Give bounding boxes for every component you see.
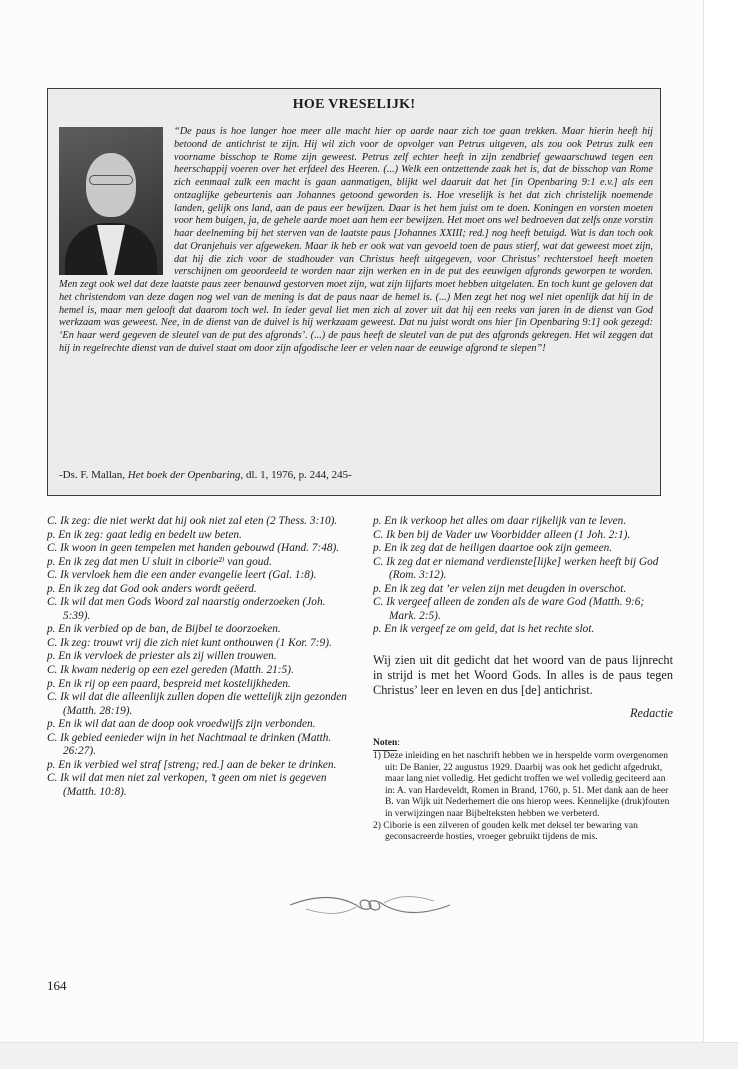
poem-line: p. En ik verbied op de ban, de Bijbel te doorzoeken. (47, 623, 281, 636)
poem-line: p. En ik zeg: gaat ledig en bedelt uw beten. (47, 528, 242, 541)
poem-line: C. Ik vergeef alleen de zonden als de ware God (Matth. 9:6; Mark. 2:5). (373, 596, 645, 622)
page-number: 164 (47, 978, 67, 993)
footnote: 1) Deze inleiding en het naschrift hebben we in herspelde vorm overgenomen uit: De Banier, 22 augustus 1929. Daarbij was ook het gedicht afgedrukt, maar lang niet volledig. Het gedicht troffen we wel volledig geciteerd aan in: A. van Hardeveldt, Romen in Brand, 1760, p. 51. Met dank aan de heer B. van Wijk uit Nederhemert die ons hierop wees. Kennelijke (druk)fouten in verwijzingen naar Bijbelteksten hebben we verbeterd. (373, 751, 670, 820)
conclusion-paragraph: Wij zien uit dit gedicht dat het woord van de paus lijnrecht in strijd is met het Woord Gods. In alles is de paus tegen Christus’ leer en leven en dus [de] antichrist. (373, 652, 673, 697)
poem-line: C. Ik wil dat die alleenlijk zullen dopen die wettelijk zijn gezonden (Matth. 28:19). (47, 691, 347, 717)
poem-line: C. Ik ben bij de Vader uw Voorbidder alleen (1 Joh. 2:1). (373, 528, 631, 541)
poem-line: p. En ik vergeef ze om geld, dat is het rechte slot. (373, 623, 595, 636)
poem-line: p. En ik verkoop het alles om daar rijkelijk van te leven. (373, 515, 627, 527)
scan-edge-right (703, 0, 738, 1068)
poem-line: p. En ik wil dat aan de doop ook vroedwijfs zijn verbonden. (47, 718, 316, 731)
poem-line: p. En ik zeg dat God ook anders wordt geëerd. (47, 582, 257, 595)
notes-label: Noten (373, 738, 397, 751)
poem-line: p. En ik zeg dat ’er velen zijn met deugden in overschot. (373, 582, 627, 595)
poem-left-column (47, 515, 349, 799)
quote-source: -Ds. F. Mallan, Het boek der Openbaring, dl. 1, 1976, p. 244, 245- (59, 469, 352, 481)
poem-line: p. En ik zeg dat men U sluit in ciborie²⁾ van goud. (47, 555, 272, 568)
poem-line: C. Ik zeg: trouwt vrij die zich niet kunt onthouwen (1 Kor. 7:9). (47, 636, 332, 649)
poem-line: C. Ik wil dat men Gods Woord zal naarstig onderzoeken (Joh. 5:39). (47, 596, 326, 622)
poem-line: p. En ik zeg dat de heiligen daartoe ook zijn gemeen. (373, 542, 613, 555)
poem-right-column (373, 515, 673, 844)
flourish-ornament (286, 887, 454, 923)
poem-line: p. En ik rij op een paard, bespreid met kostelijkheden. (47, 677, 291, 690)
poem-line: C. Ik woon in geen tempelen met handen gebouwd (Hand. 7:48). (47, 542, 340, 555)
poem-line: C. Ik zeg: die niet werkt dat hij ook niet zal eten (2 Thess. 3:10). (47, 515, 338, 527)
poem-line: C. Ik kwam nederig op een ezel gereden (Matth. 21:5). (47, 664, 294, 677)
quote-box (47, 88, 661, 496)
poem-line: C. Ik vervloek hem die een ander evangelie leert (Gal. 1:8). (47, 569, 317, 582)
poem-line: C. Ik zeg dat er niemand verdienste[lijke] werken heeft bij God (Rom. 3:12). (373, 555, 659, 582)
poem-line: p. En ik verbied wel straf [streng; red.] aan de beker te drinken. (47, 758, 337, 771)
scan-edge-bottom (0, 1042, 738, 1069)
poem-line: p. En ik vervloek de priester als zij willen trouwen. (47, 650, 277, 663)
quote-text: “De paus is hoe langer hoe meer alle macht hier op aarde naar zich toe gaan trekken. Maar hierin heeft hij betoond de antichrist te zijn. Hij wil zich voor de opvolger van Petrus uitgeven, als zou ook Petrus zulk een voorname bisschop te Rome zijn geweest. Petrus zelf echter heeft in zijn zendbrief gewaarschuwd tegen een heerschappij voeren over het erfdeel des Heeren. (...) Welk een ontzettende zaak het is, dat de bisschop van Rome zich eenmaal zulk een macht is gaan aanmatigen, blijkt wel daaruit dat het [in Openbaring 9:1 e.v.] als een ontzaglijke gebeurtenis aan Johannes getoond geworden is. Hoe vreselijk is het dat zich christelijk noemende landen, gelijk ons land, aan de paus eer bewijzen. Daar is het hem juist om te doen. Koningen en vorsten moeten voor hem buigen, ja, de gehele aarde moet aan hem eer bewijzen. Het moet ons wel bedroeven dat zelfs onze vorstin haar deelneming bij het sterven van de laatste paus [Johannes XXIII; red.] nog heeft betuigd. Wat is dan toch ook dat Oranjehuis ver afgeweken. Maar ik heb er ook wat van gevoeld toen de paus stierf, wat dat geweest moet zijn, dat hij die zich voor de stadhouder van Christus heeft uitgegeven, voor Christus’ rechterstoel heeft moeten verschijnen om geoordeeld te worden naar zijn werken en in de put des eeuwigen afgronds geworpen te worden. Men zegt ook wel dat deze laatste paus zeer benauwd gestorven moet zijn, wat zijn lijfarts moet hebben uitgelaten. En toch kunt ge geloven dat het christendom van deze dagen nog wel van de mening is dat de paus naar de hemel is. (...) Men zegt het nog wel niet openlijk dat hij in de hemel is, maar men gelooft dat daarom toch wel. In ieder geval liet men zich al zover uit dat hij een reeks van jaren in de dienst van God werkzaam was geweest. Nee, in de dienst van de duivel is hij werkzaam geweest. Dat nu juist wordt ons hier [in Openbaring 9:1] ook gezegd: ‘En haar werd gegeven de sleutel van de put des afgronds’. (...) de paus heeft de sleutel van de put des afgronds gekregen. Het wil zeggen dat hij in regelrechte dienst van de duivel staat om door zijn afgodische leer er velen naar de eeuwige afgrond te slepen”! (59, 126, 653, 354)
poem-line: C. Ik gebied eenieder wijn in het Nachtmaal te drinken (Matth. 26:27). (47, 731, 332, 758)
quote-text-block (59, 126, 653, 356)
box-title: HOE VRESELIJK! (292, 97, 416, 112)
footnote: 2) Ciborie is een zilveren of gouden kelk met deksel ter bewaring van geconsacreerde hosties, vroeger gebruikt tijdens de mis. (373, 820, 638, 843)
signature: Redactie (629, 705, 673, 720)
footnotes: Noten: 1) Deze inleiding en het naschrift hebben we in herspelde vorm overgenomen uit: De Banier, 22 augustus 1929. Daarbij was ook het gedicht afgedrukt, maar lang niet volledig. Het gedicht troffen we wel volledig geciteerd aan in: A. van Hardeveldt, Romen in Brand, 1760, p. 51. Met dank aan de heer B. van Wijk uit Nederhemert die ons hierop wees. Kennelijke (druk)fouten in verwijzingen naar Bijbelteksten hebben we verbeterd. 2) Ciborie is een zilveren of gouden kelk met deksel ter bewaring van geconsacreerde hosties, vroeger gebruikt tijdens de mis. (373, 738, 673, 843)
poem-line: C. Ik wil dat men niet zal verkopen, ’t geen om niet is gegeven (Matth. 10:8). (47, 772, 327, 798)
